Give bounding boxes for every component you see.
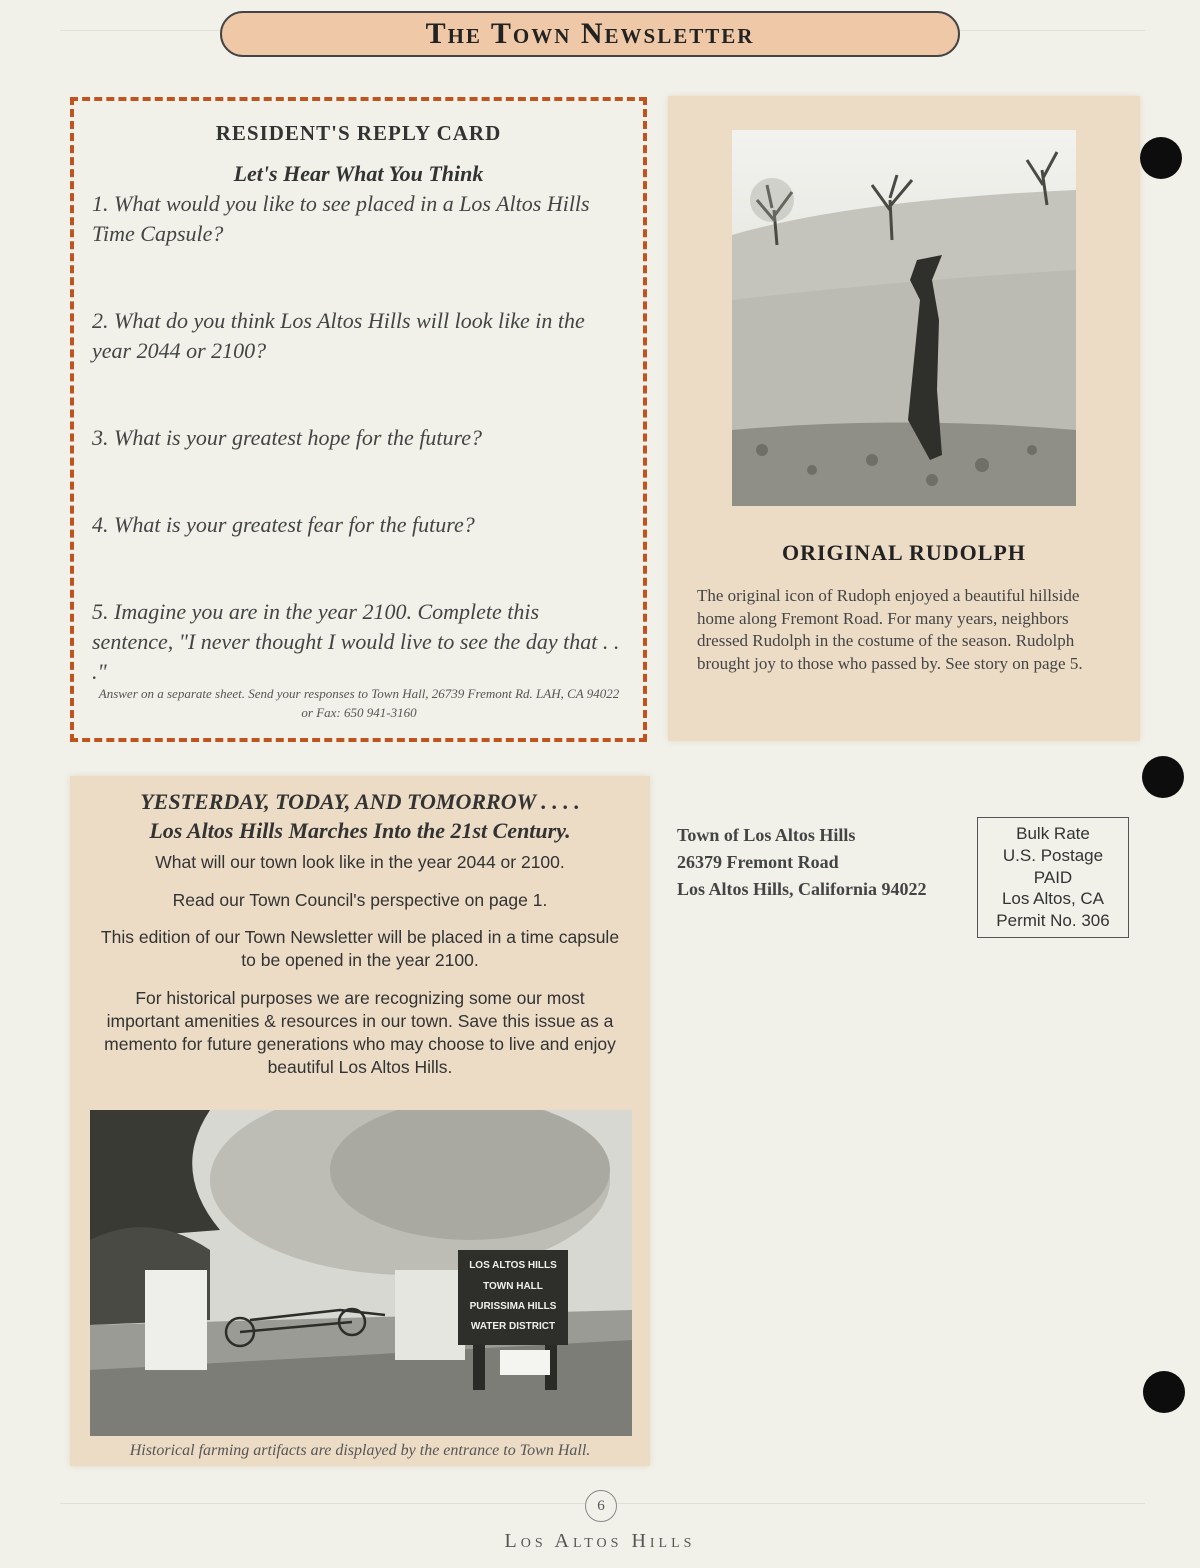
yesterday-paragraph: Read our Town Council's perspective on page 1. [172,890,548,910]
sign-line-2: TOWN HALL [483,1281,543,1292]
address-line-2: 26379 Fremont Road [677,852,839,872]
postage-line: PAID [1033,867,1073,887]
question-1: 1. What would you like to see placed in a Los Altos Hills Time Capsule? [92,191,590,246]
town-hall-photo [90,1110,632,1436]
yesterday-title: YESTERDAY, TODAY, AND TOMORROW . . . . [140,789,580,814]
postage-line: Permit No. 306 [996,911,1110,931]
sign-line-4: WATER DISTRICT [470,1321,556,1332]
yesterday-subtitle: Los Altos Hills Marches Into the 21st Century. [149,818,571,843]
footer-title: Los Altos Hills [504,1530,696,1552]
question-2: 2. What do you think Los Altos Hills will look like in the year 2044 or 2100? [92,308,585,363]
banner-title: The Town Newsletter [425,17,755,50]
town-hall-illustration [90,1110,632,1436]
rudolph-body: The original icon of Rudoph enjoyed a beautiful hillside home along Fremont Road. For many years, neighbors dressed Rudolph in the costume of the season. Rudolph brought joy to those who passed by. See story on page 5. [697,586,1083,673]
postage-indicia [977,817,1129,938]
sign-line-3: PURISSIMA HILLS [469,1301,557,1312]
reply-card [70,97,647,742]
rudolph-illustration [732,130,1076,506]
postage-line: Los Altos, CA [1001,889,1105,909]
question-5: 5. Imagine you are in the year 2100. Complete this sentence, "I never thought I would live to see the day that . . ." [92,599,620,684]
page-number-text: 6 [597,1497,605,1514]
yesterday-paragraph: What will our town look like in the year 2044 or 2100. [155,852,565,872]
question-4: 4. What is your greatest fear for the future? [92,512,475,537]
sign-line-1: LOS ALTOS HILLS [469,1260,557,1271]
address-line-3: Los Altos Hills, California 94022 [677,879,927,899]
yesterday-paragraph: For historical purposes we are recognizing some our most important amenities & resources in our town. Save this issue as a memento for future generations who may choose to live and enjoy beautiful Los Altos Hills. [104,988,616,1077]
return-address [677,822,977,903]
binder-hole [1142,756,1184,798]
photo-caption: Historical farming artifacts are displayed by the entrance to Town Hall. [129,1442,591,1459]
binder-hole [1140,137,1182,179]
page-number [585,1490,617,1522]
newsletter-banner [220,11,960,57]
rudolph-photo [732,130,1076,506]
question-3: 3. What is your greatest hope for the future? [92,425,483,450]
yesterday-paragraph: This edition of our Town Newsletter will be placed in a time capsule to be opened in the year 2100. [100,927,620,970]
reply-card-subtitle: Let's Hear What You Think [233,161,484,186]
binder-hole [1143,1371,1185,1413]
rudolph-title: ORIGINAL RUDOLPH [782,540,1026,565]
address-line-1: Town of Los Altos Hills [677,825,856,845]
reply-card-title: RESIDENT'S REPLY CARD [215,121,502,145]
postage-line: U.S. Postage [1002,845,1104,865]
reply-card-instructions: Answer on a separate sheet. Send your responses to Town Hall, 26739 Fremont Rd. LAH, CA 94022 or Fax: 650 941-3160 [98,686,620,720]
postage-line: Bulk Rate [1016,824,1090,843]
